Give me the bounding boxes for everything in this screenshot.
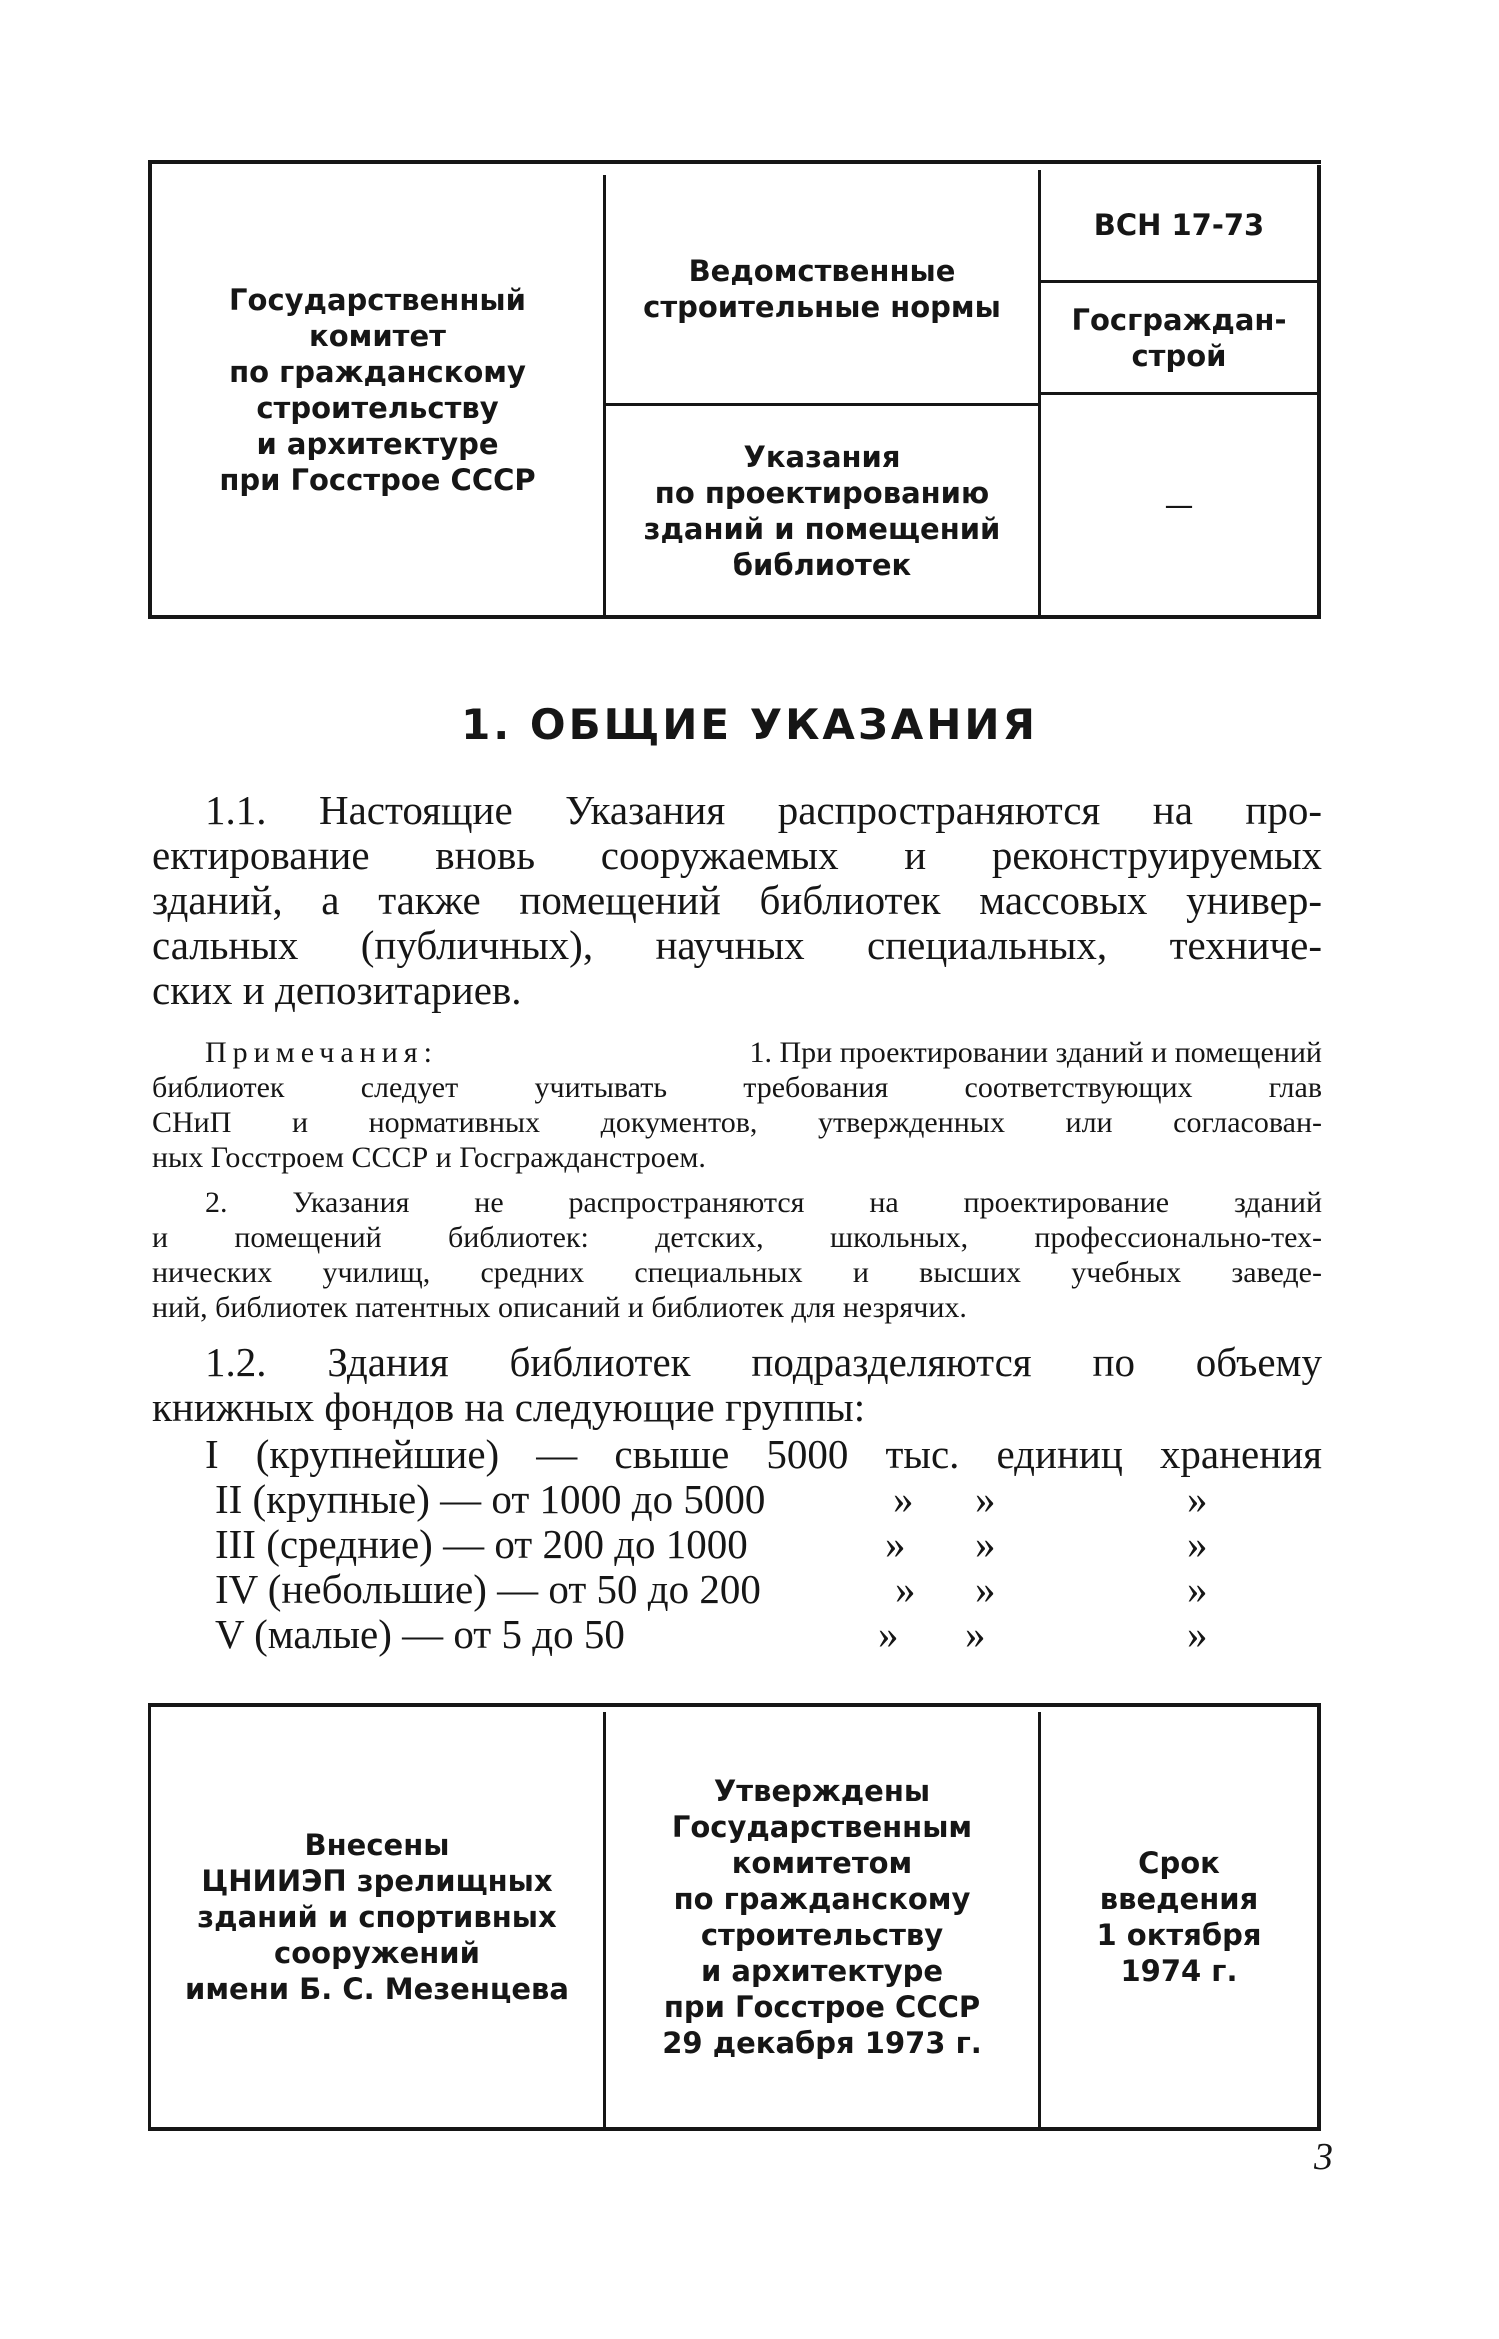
page-number: 3 bbox=[1314, 2136, 1333, 2178]
ditto-mark: » bbox=[878, 1611, 899, 1657]
ditto-mark: » bbox=[1187, 1476, 1208, 1522]
note-first-line bbox=[205, 1036, 1322, 1070]
paragraph-line: 1.2. Здания библиотек подразделяются по объему bbox=[205, 1339, 1322, 1385]
paragraph-line: ских и депозитариев. bbox=[152, 967, 522, 1013]
ditto-mark: » bbox=[885, 1521, 906, 1567]
code-cell: ВСН 17-73 bbox=[1093, 208, 1265, 242]
approved-cell: Утверждены Государственным комитетом по гражданскому строительству и архитектуре при Госстрое СССР 29 декабря 1973 г. bbox=[662, 1774, 982, 2060]
note-line: нических училищ, средних специальных и высших учебных заведе- bbox=[152, 1256, 1322, 1289]
ditto-mark: » bbox=[965, 1611, 986, 1657]
paragraph-line: ектирование вновь сооружаемых и реконструируемых bbox=[152, 832, 1322, 878]
group-row: I (крупнейшие) — свыше 5000 тыс. единиц хранения bbox=[205, 1431, 1322, 1477]
group-row: III (средние) — от 200 до 1000 bbox=[215, 1521, 748, 1567]
section-title: 1. ОБЩИЕ УКАЗАНИЯ bbox=[461, 700, 1038, 749]
group-row: V (малые) — от 5 до 50 bbox=[215, 1611, 625, 1657]
note-line: библиотек следует учитывать требования соответствующих глав bbox=[152, 1071, 1322, 1104]
doc-title-cell: Указания по проектированию зданий и помещений библиотек bbox=[643, 439, 1001, 582]
paragraph-line: 1.1. Настоящие Указания распространяются на про- bbox=[205, 787, 1322, 833]
note-line: и помещений библиотек: детских, школьных, профессионально-тех- bbox=[152, 1221, 1322, 1254]
ditto-mark: » bbox=[893, 1476, 914, 1522]
effective-cell: Срок введения 1 октября 1974 г. bbox=[1096, 1846, 1262, 1988]
replaces-cell: — bbox=[1164, 488, 1194, 522]
ditto-mark: » bbox=[975, 1566, 996, 1612]
group-row: IV (небольшие) — от 50 до 200 bbox=[215, 1566, 761, 1612]
paragraph-line: зданий, а также помещений библиотек массовых универ- bbox=[152, 877, 1322, 923]
note-line: ных Госстроем СССР и Госгражданстроем. bbox=[152, 1141, 706, 1174]
note-1-start: 1. При проектировании зданий и помещений bbox=[749, 1036, 1322, 1069]
introduced-cell: Внесены ЦНИИЭП зрелищных зданий и спортивных сооружений имени Б. С. Мезенцева bbox=[185, 1828, 569, 2006]
ditto-mark: » bbox=[895, 1566, 916, 1612]
note-line: ний, библиотек патентных описаний и библиотек для незрячих. bbox=[152, 1291, 967, 1324]
agency-cell: Госграждан- строй bbox=[1071, 302, 1287, 373]
issuer-cell: Государственный комитет по гражданскому строительству и архитектуре при Госстрое СССР bbox=[219, 282, 536, 497]
note-line: СНиП и нормативных документов, утвержденных или согласован- bbox=[152, 1106, 1322, 1139]
ditto-mark: » bbox=[975, 1476, 996, 1522]
paragraph-line: книжных фондов на следующие группы: bbox=[152, 1384, 866, 1430]
ditto-mark: » bbox=[1187, 1566, 1208, 1612]
group-row: II (крупные) — от 1000 до 5000 bbox=[215, 1476, 766, 1522]
paragraph-line: сальных (публичных), научных специальных, техниче- bbox=[152, 922, 1322, 968]
ditto-mark: » bbox=[975, 1521, 996, 1567]
note-line: 2. Указания не распространяются на проектирование зданий bbox=[205, 1186, 1322, 1219]
notes-label: Примечания: bbox=[205, 1036, 438, 1069]
ditto-mark: » bbox=[1187, 1521, 1208, 1567]
ditto-mark: » bbox=[1187, 1611, 1208, 1657]
doc-type-cell: Ведомственные строительные нормы bbox=[643, 254, 1001, 324]
